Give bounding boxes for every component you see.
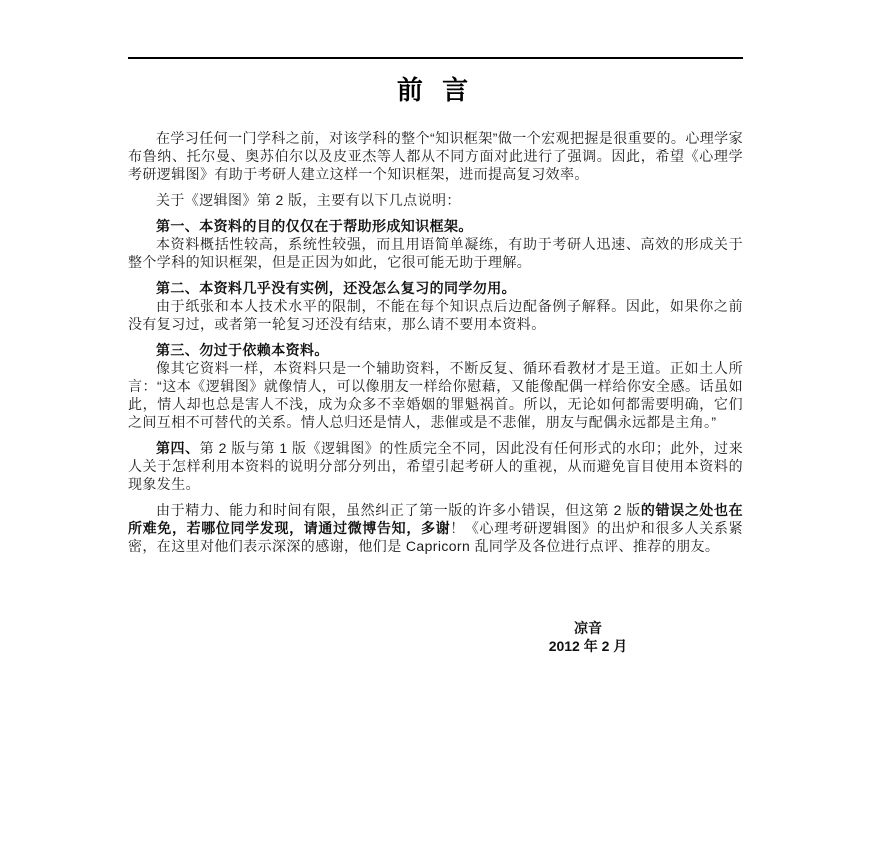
- paragraph-point3-body: [128, 359, 743, 431]
- text-run: 像其它资料一样，本资料只是一个辅助资料，不断反复、循环看教材才是王道。正如土人所言：“这本《逻辑图》就像情人，可以像朋友一样给你慰藉，又能像配偶一样给你安全感。话虽如此，情人却也总是害人不浅，成为众多不幸婚姻的罪魁祸首。所以，无论如何都需要明确，它们之间互相不可替代的关系。情人总归还是情人，悲催或是不悲催，朋友与配偶永远都是主角。”: [128, 360, 743, 430]
- paragraph-intro: [128, 129, 743, 183]
- paragraph-point1-heading: [128, 217, 743, 235]
- paragraph-point2-heading: [128, 279, 743, 297]
- paragraph-point2-body: [128, 297, 743, 333]
- text-run: 由于纸张和本人技术水平的限制，不能在每个知识点后边配备例子解释。因此，如果你之前没有复习过，或者第一轮复习还没有结束，那么请不要用本资料。: [128, 298, 743, 332]
- text-run: ！《心理考研逻辑图》的出炉和很多人关系紧密，在这里对他们表示深深的感谢，他们是 Capricorn 乱同学及各位进行点评、推荐的朋友。: [128, 520, 743, 554]
- header-rule: [128, 57, 743, 59]
- text-run: 第二、本资料几乎没有实例，还没怎么复习的同学勿用。: [156, 280, 516, 296]
- paragraph-closing: [128, 501, 743, 555]
- signature-date: 2012 年 2 月: [548, 638, 628, 654]
- text-run: 的错误之处也在所难免，若哪位同学发现，请通过微博告知，多谢: [128, 502, 743, 536]
- paragraph-point4: [128, 439, 743, 493]
- signature-block: [478, 619, 698, 655]
- preface-body: [128, 129, 743, 555]
- text-run: 第 2 版与第 1 版《逻辑图》的性质完全不同，因此没有任何形式的水印；此外，过来人关于怎样利用本资料的说明分部分列出，希望引起考研人的重视，从而避免盲目使用本资料的现象发生。: [128, 440, 744, 492]
- text-run: 第四、: [156, 440, 200, 456]
- paragraph-point3-heading: [128, 341, 743, 359]
- text-run: 在学习任何一门学科之前，对该学科的整个“知识框架”做一个宏观把握是很重要的。心理学家布鲁纳、托尔曼、奥苏伯尔以及皮亚杰等人都从不同方面对此进行了强调。因此，希望《心理学考研逻辑图》有助于考研人建立这样一个知识框架，进而提高复习效率。: [128, 130, 743, 182]
- text-run: 本资料概括性较高，系统性较强，而且用语简单凝练，有助于考研人迅速、高效的形成关于整个学科的知识框架，但是正因为如此，它很可能无助于理解。: [128, 236, 743, 270]
- paragraph-about-edition-2: [128, 191, 743, 209]
- signature-name: 凉音: [574, 620, 602, 636]
- text-run: 由于精力、能力和时间有限，虽然纠正了第一版的许多小错误，但这第 2 版: [156, 502, 641, 518]
- text-run: 第三、勿过于依赖本资料。: [156, 342, 329, 358]
- text-run: 第一、本资料的目的仅仅在于帮助形成知识框架。: [156, 218, 473, 234]
- paragraph-point1-body: [128, 235, 743, 271]
- page-title: 前 言: [396, 75, 475, 105]
- text-run: 关于《逻辑图》第 2 版，主要有以下几点说明：: [156, 192, 461, 208]
